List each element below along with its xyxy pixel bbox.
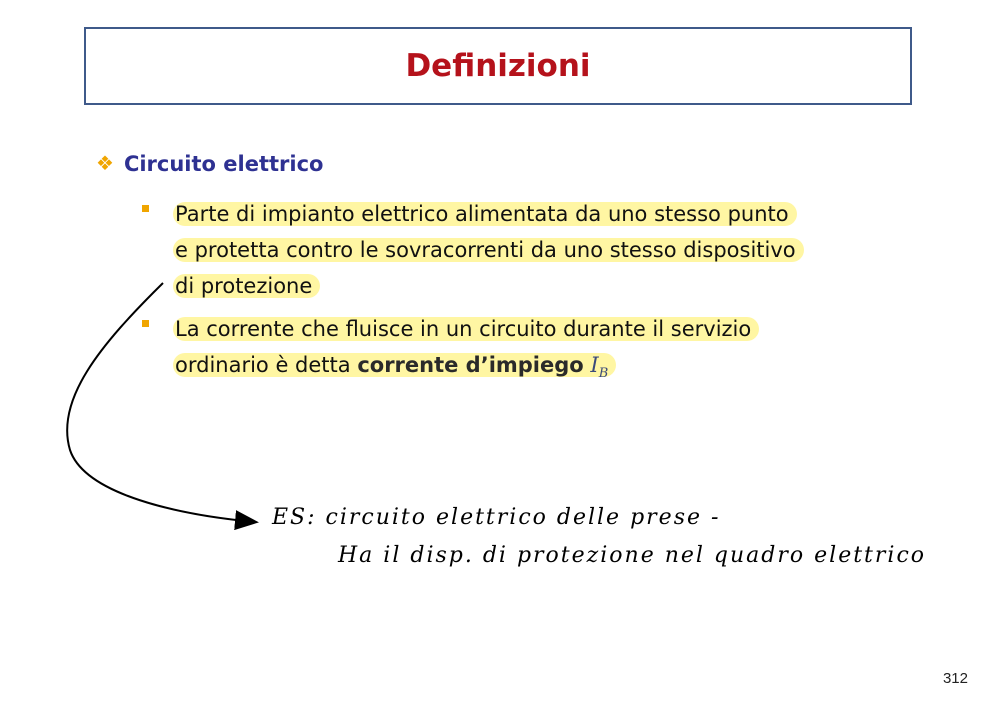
slide-title: Definizioni — [405, 48, 591, 84]
bullet-2-line-1: La corrente che fluisce in un circuito durante il servizio — [173, 311, 759, 347]
bullet-1-line-3: di protezione — [173, 268, 320, 304]
handwriting-line-1: ES: circuito elettrico delle prese - — [272, 505, 721, 530]
symbol-ib: $I_B$ — [590, 353, 609, 382]
page-number: 312 — [942, 670, 968, 687]
handwriting-line-2: Ha il disp. di protezione nel quadro elettrico — [338, 543, 927, 568]
bullet-1-line-2: e protetta contro le sovracorrenti da uno stesso dispositivo — [173, 232, 804, 268]
diamond-bullet-icon: ❖ — [96, 153, 114, 175]
bullet-1-line-1: Parte di impianto elettrico alimentata da uno stesso punto — [173, 196, 797, 232]
bullet-2-line-2: ordinario è detta corrente d’impiego $I_B$ — [173, 347, 616, 383]
term-corrente-impiego: corrente d’impiego — [357, 353, 584, 377]
section-title: Circuito elettrico — [123, 152, 324, 176]
arrow-curve — [67, 283, 255, 522]
